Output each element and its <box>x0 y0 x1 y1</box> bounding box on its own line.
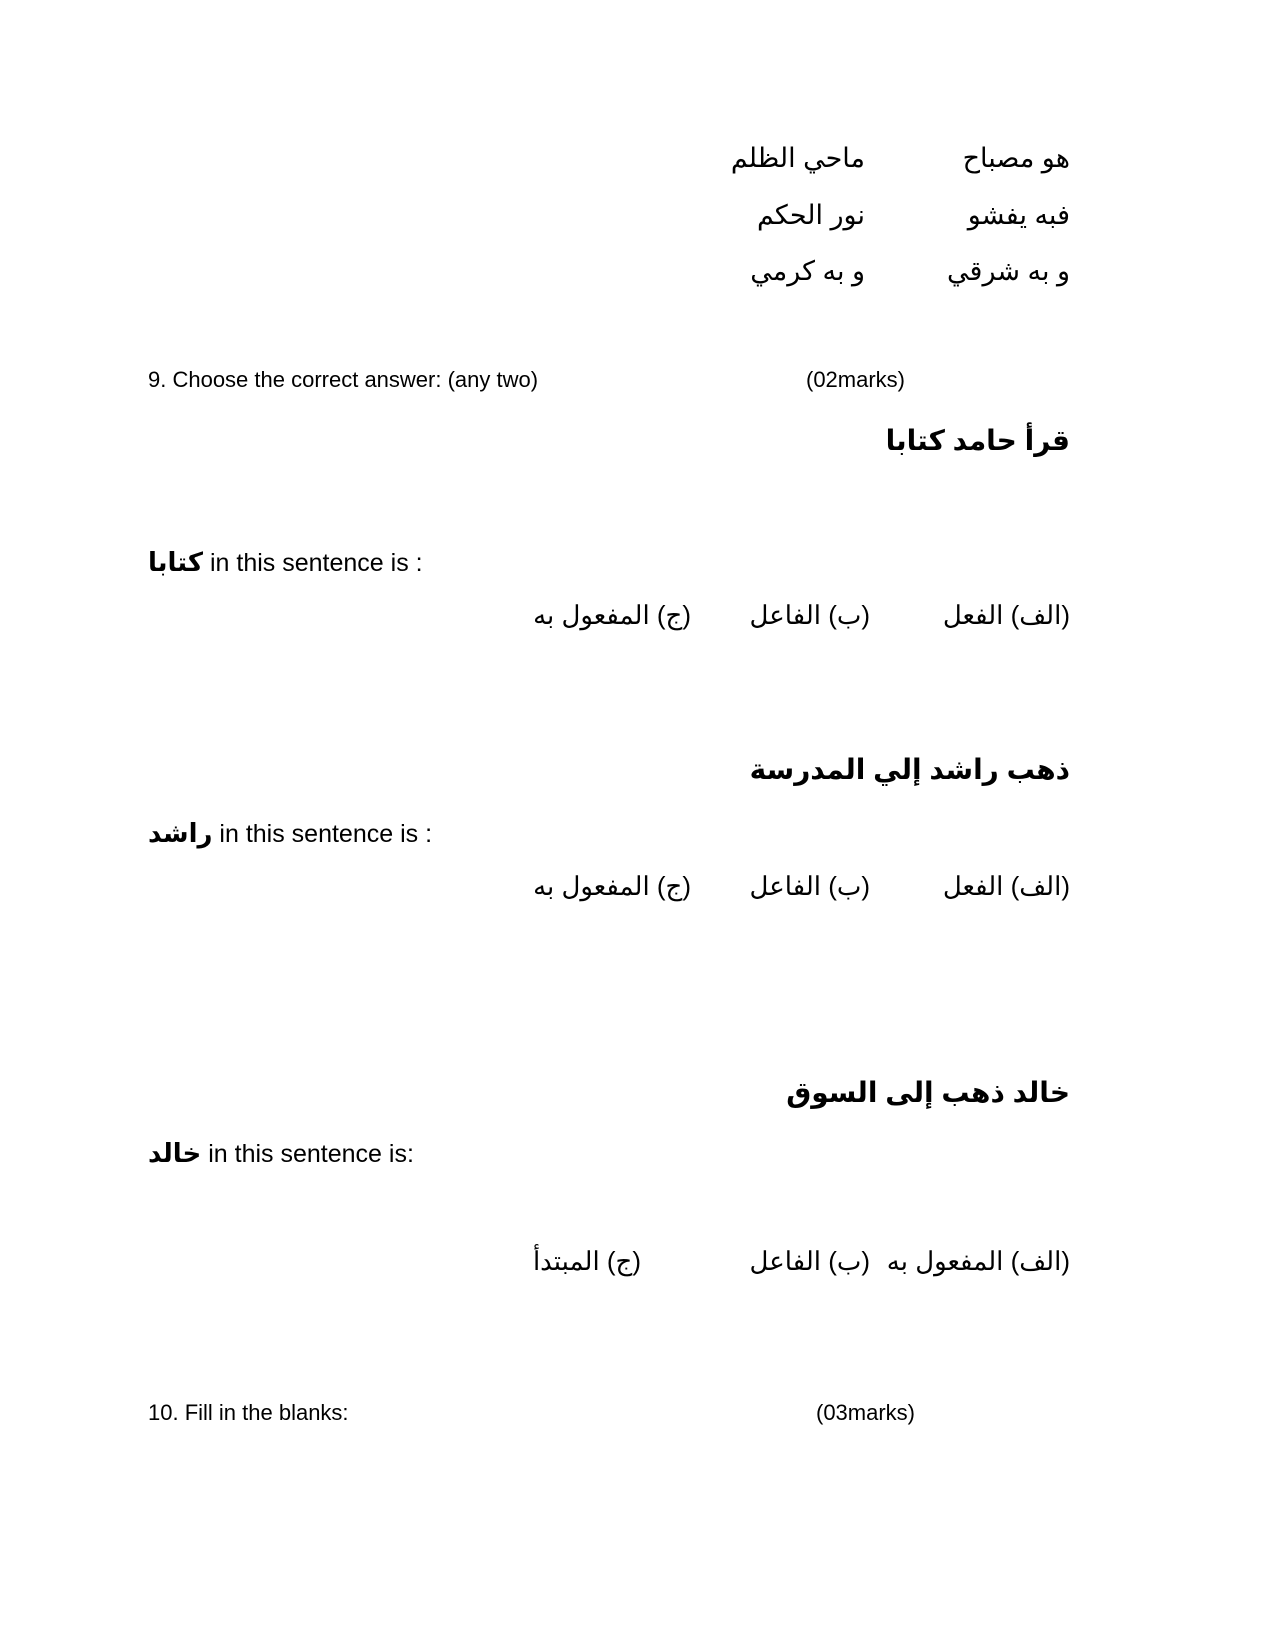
item-1-stem <box>148 547 423 578</box>
item-2-stem-text: in this sentence is : <box>212 820 433 848</box>
item-2-stem <box>148 818 432 849</box>
item-1-option-b[interactable]: (ب) الفاعل <box>749 600 870 630</box>
item-3-option-c[interactable]: (ج) المبتدأ <box>532 1246 641 1276</box>
item-3-sentence: خالد ذهب إلى السوق <box>786 1077 1070 1108</box>
question-10-marks: (03marks) <box>816 1400 916 1425</box>
item-3-word: خالد <box>148 1138 202 1168</box>
poem-line-3-left: و به كرمي <box>750 256 865 286</box>
item-3-stem-text: in this sentence is: <box>201 1140 414 1168</box>
item-1-stem-text: in this sentence is : <box>203 549 423 577</box>
poem-line-2-right: فبه يفشو <box>967 200 1070 230</box>
question-9-title: 9. Choose the correct answer: (any two) <box>148 367 539 392</box>
question-10-title: 10. Fill in the blanks: <box>148 1400 349 1425</box>
item-3-option-a[interactable]: (الف) المفعول به <box>886 1246 1070 1276</box>
item-1-sentence: قرأ حامد كتابا <box>885 425 1070 456</box>
item-2-sentence: ذهب راشد إلي المدرسة <box>749 754 1070 785</box>
item-2-option-b[interactable]: (ب) الفاعل <box>749 871 870 901</box>
item-2-option-c[interactable]: (ج) المفعول به <box>533 871 691 901</box>
item-1-option-a[interactable]: (الف) الفعل <box>942 600 1070 630</box>
item-3-stem <box>148 1138 414 1169</box>
poem-line-3-right: و به شرقي <box>947 256 1070 286</box>
item-1-option-c[interactable]: (ج) المفعول به <box>533 600 691 630</box>
poem-line-2-left: نور الحكم <box>756 200 865 230</box>
poem-line-1-right: هو مصباح <box>962 143 1070 173</box>
item-3-option-b[interactable]: (ب) الفاعل <box>749 1246 870 1276</box>
question-9-marks: (02marks) <box>806 367 906 392</box>
poem-line-1-left: ماحي الظلم <box>730 143 865 173</box>
item-2-option-a[interactable]: (الف) الفعل <box>942 871 1070 901</box>
item-1-word: كتابا <box>148 547 204 577</box>
item-2-word: راشد <box>148 818 213 848</box>
